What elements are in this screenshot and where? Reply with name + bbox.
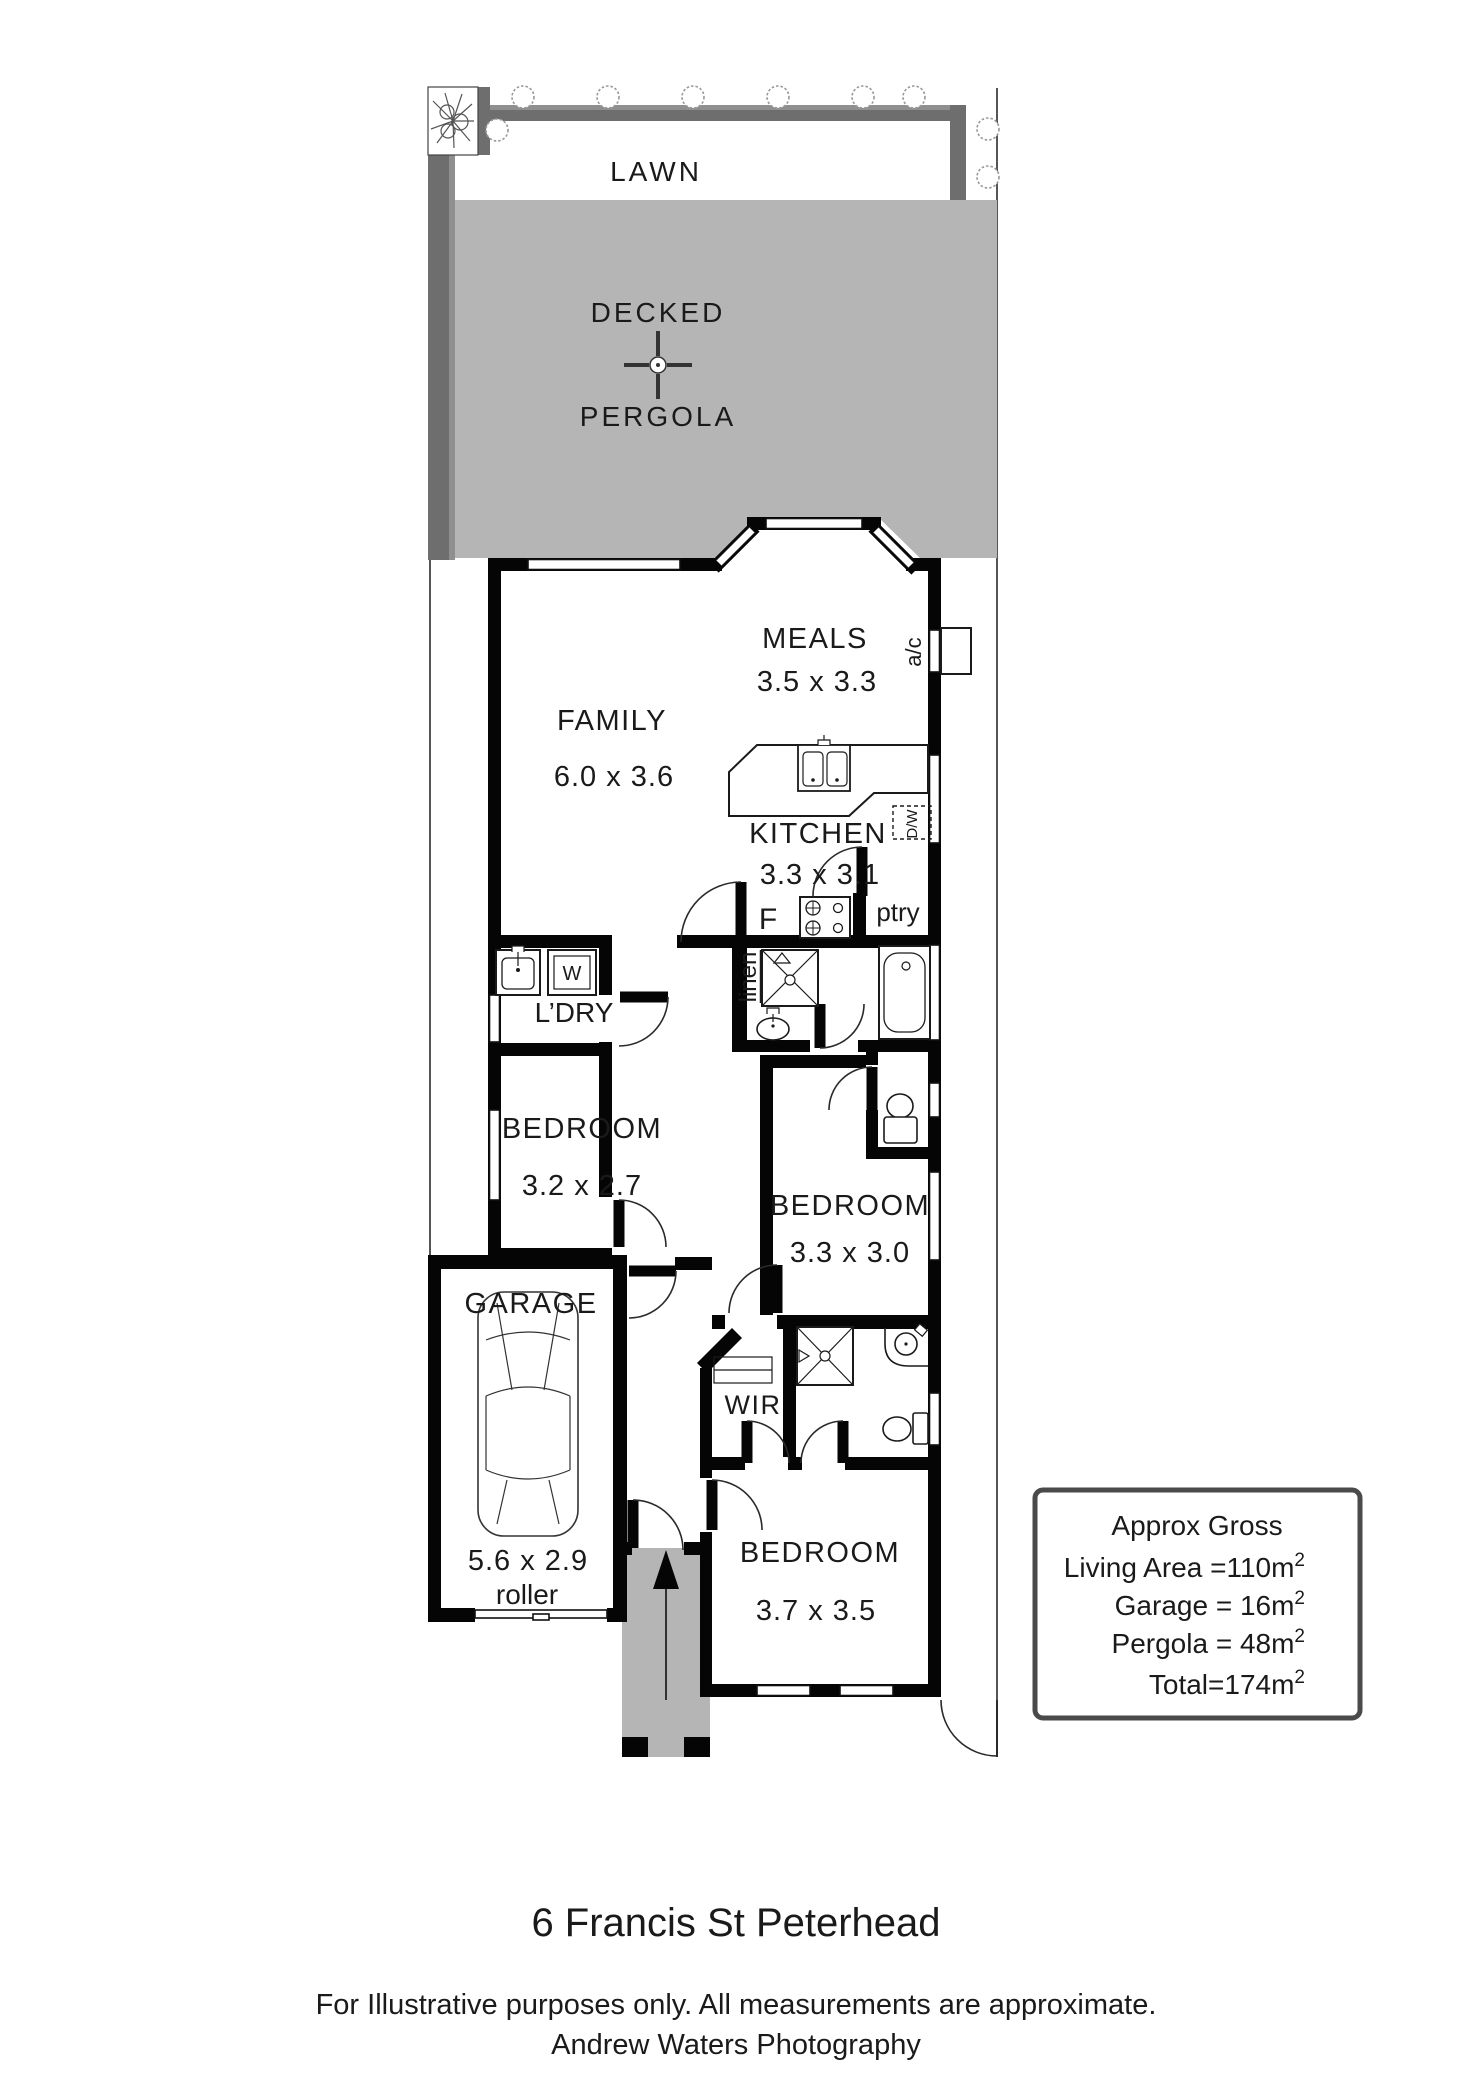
bedroom2-label: BEDROOM [501,1113,663,1145]
fridge-label: F [758,903,778,936]
area-summary-box [1035,1490,1360,1718]
ac-label: a/c [901,637,926,667]
garage-dims: 5.6 x 2.9 [467,1545,589,1577]
pergola-area [455,200,997,558]
laundry-label: L’DRY [534,997,614,1028]
gate-side [941,1700,997,1757]
disclaimer-text: For Illustrative purposes only. All measurements are approximate. [315,1989,1157,2021]
meals-dims: 3.5 x 3.3 [756,666,878,698]
area-line-total: $Total=174m^2$ [1148,1667,1305,1700]
toilet [884,1094,917,1143]
address-title: 6 Francis St Peterhead [531,1901,941,1945]
footer [316,1901,1157,2061]
dishwasher-label: D/W [904,809,921,839]
entry-porch [622,1548,710,1757]
lawn-label: LAWN [610,156,702,187]
bedroom3-dims: 3.3 x 3.0 [789,1237,911,1269]
laundry-trough [496,946,540,995]
washer-label: W [562,963,582,985]
ensuite-shower [797,1327,853,1385]
bathtub [879,946,930,1039]
area-line-pergola: Pergola = $48m^2$ [1111,1626,1305,1659]
ac-unit [941,628,971,674]
kitchen-dims: 3.3 x 3.1 [759,859,881,891]
washing-machine [548,950,596,995]
family-label: FAMILY [557,705,667,737]
stove [800,897,850,938]
wir-label: WIR [724,1390,782,1420]
bedroom3-label: BEDROOM [769,1190,931,1222]
kitchen-label: KITCHEN [749,818,887,850]
car-icon [478,1292,578,1536]
area-title: Approx Gross [1111,1510,1283,1541]
tree-icon [428,87,478,155]
bedroom1-dims: 3.7 x 3.5 [755,1595,877,1627]
decked-label: DECKED [590,297,726,328]
garage-label: GARAGE [464,1288,598,1320]
shrub-icons [486,86,999,188]
area-line-living: Living Area $=110m^2$ [1063,1550,1305,1583]
pantry-label: ptry [876,897,920,927]
pergola-label: PERGOLA [579,401,737,432]
bedroom2-dims: 3.2 x 2.7 [521,1170,643,1202]
linen-label: linen [735,951,762,1003]
area-line-garage: Garage = $16m^2$ [1114,1588,1305,1621]
roller-door [475,1610,607,1620]
credit-text: Andrew Waters Photography [551,2029,921,2061]
roller-label: roller [495,1579,559,1610]
meals-label: MEALS [762,623,868,655]
bedroom1-label: BEDROOM [739,1537,901,1569]
shower [762,950,818,1006]
family-dims: 6.0 x 3.6 [553,761,675,793]
